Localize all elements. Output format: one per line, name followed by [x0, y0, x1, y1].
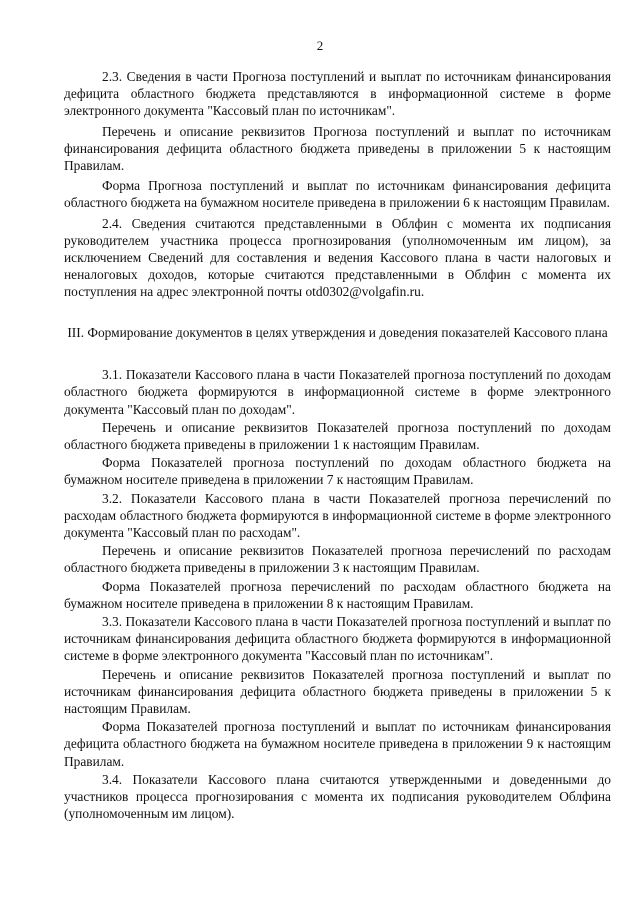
document-body: [64, 68, 611, 823]
paragraph-3-2-requisites: Перечень и описание реквизитов Показателей прогноза перечислений по расходам областного бюджета приведены в приложении 3 к настоящим Правилам.: [64, 543, 611, 576]
paragraph-3-1: 3.1. Показатели Кассового плана в части Показателей прогноза поступлений по доходам областного бюджета формируются в информационной системе в форме электронного документа "Кассовый план по доходам".: [64, 367, 611, 417]
paragraph-3-1-requisites: Перечень и описание реквизитов Показателей прогноза поступлений по доходам областного бюджета приведены в приложении 1 к настоящим Правилам.: [64, 419, 611, 452]
paragraph-2-3: 2.3. Сведения в части Прогноза поступлений и выплат по источникам финансирования дефицита областного бюджета представляются в информационной системе в форме электронного документа "Кассовый план по источникам".: [64, 69, 611, 119]
paragraph-3-3: 3.3. Показатели Кассового плана в части Показателей прогноза поступлений и выплат по источникам финансирования дефицита областного бюджета формируются в информационной системе в форме электронного документа "Кассовый план по источникам".: [64, 613, 611, 664]
page-number: 2: [316, 38, 324, 53]
section-heading: III. Формирование документов в целях утверждения и доведения показателей Кассового плана: [67, 324, 608, 340]
paragraph-2-4: 2.4. Сведения считаются представленными в Облфин с момента их подписания руководителем участника процесса прогнозирования (уполномоченным им лицом), за исключением Сведений для составления и ведения Кассового плана в части налоговых и неналоговых доходов, которые считаются представленными в Облфин с момента их поступления на адрес электронной почты otd0302@volgafin.ru.: [64, 215, 611, 300]
paragraph-3-4: 3.4. Показатели Кассового плана считаются утвержденными и доведенными до участников процесса прогнозирования с момента их подписания руководителем Облфина (уполномоченным им лицом).: [64, 771, 611, 822]
paragraph-2-3-requisites: Перечень и описание реквизитов Прогноза поступлений и выплат по источникам финансирования дефицита областного бюджета приведены в приложении 5 к настоящим Правилам.: [64, 123, 611, 174]
paragraph-3-3-requisites: Перечень и описание реквизитов Показателей прогноза поступлений и выплат по источникам финансирования дефицита областного бюджета приведены в приложении 5 к настоящим Правилам.: [64, 666, 611, 716]
paragraph-2-3-form: Форма Прогноза поступлений и выплат по источникам финансирования дефицита областного бюджета на бумажном носителе приведена в приложении 6 к настоящим Правилам.: [64, 178, 611, 211]
paragraph-3-1-form: Форма Показателей прогноза поступлений по доходам областного бюджета на бумажном носителе приведена в приложении 7 к настоящим Правилам.: [64, 455, 611, 488]
paragraph-3-2-form: Форма Показателей прогноза перечислений по расходам областного бюджета на бумажном носителе приведена в приложении 8 к настоящим Правилам.: [64, 578, 611, 611]
paragraph-3-2: 3.2. Показатели Кассового плана в части Показателей прогноза перечислений по расходам областного бюджета формируются в информационной системе в форме электронного документа "Кассовый план по расходам".: [64, 490, 611, 540]
paragraph-3-3-form: Форма Показателей прогноза поступлений и выплат по источникам финансирования дефицита областного бюджета на бумажном носителе приведена в приложении 9 к настоящим Правилам.: [64, 719, 611, 769]
